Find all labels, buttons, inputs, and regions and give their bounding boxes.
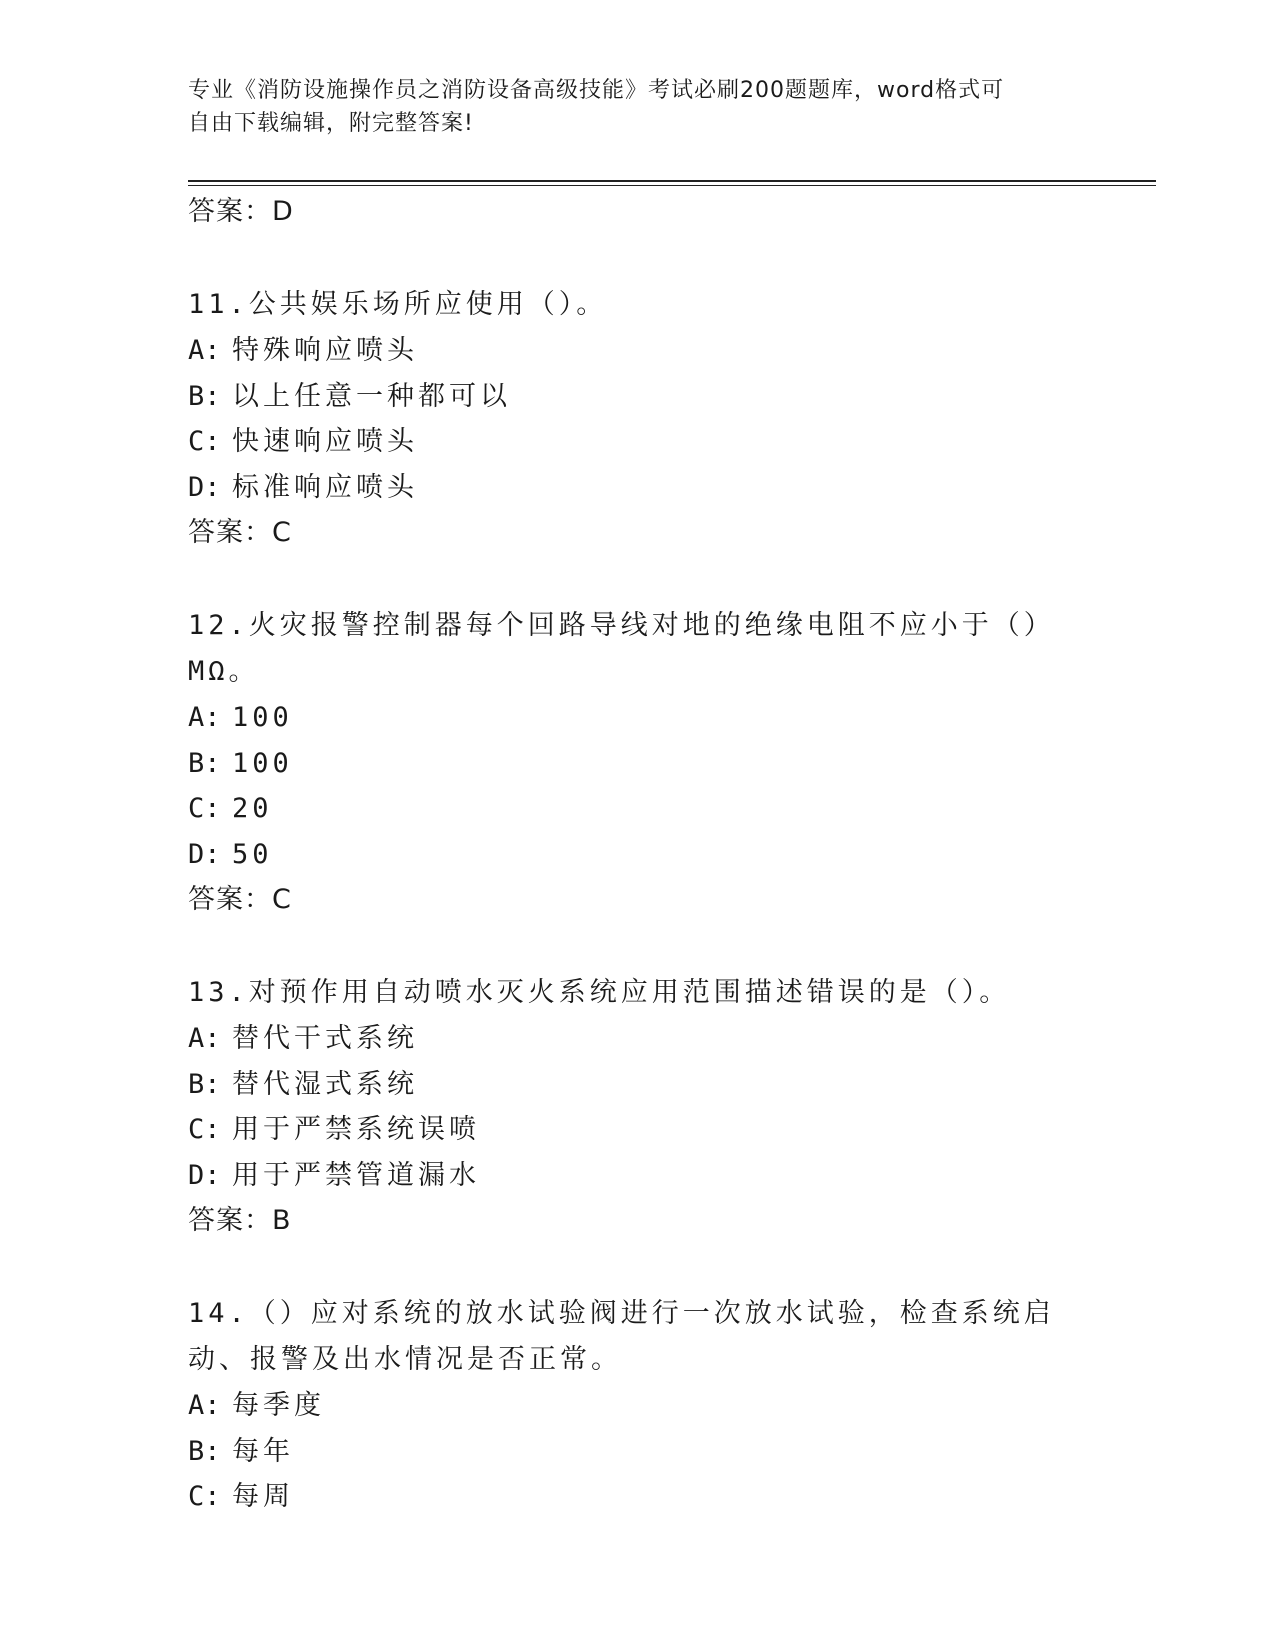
option-letter: B: [188, 1068, 221, 1100]
answer-line: 答案：D [188, 196, 294, 227]
option-text: 每季度 [232, 1390, 325, 1421]
option-text: 快速响应喷头 [232, 426, 418, 457]
header-line-2: 自由下载编辑，附完整答案! [188, 111, 474, 136]
question-item [188, 1291, 1088, 1520]
option-letter: C: [188, 1481, 221, 1512]
option-letter: A: [188, 1390, 221, 1421]
header-divider-thin [188, 185, 1156, 186]
option-a [188, 695, 1088, 741]
document-header [188, 74, 1088, 140]
option-letter: B: [188, 1435, 221, 1467]
option-a [188, 1016, 1088, 1062]
answer-line: 答案：B [188, 1205, 292, 1236]
option-letter: B: [188, 380, 221, 412]
option-letter: D: [188, 1159, 221, 1191]
header-line-1: 专业《消防设施操作员之消防设备高级技能》考试必刷200题题库，word格式可 [188, 78, 1005, 103]
option-text: 100 [232, 702, 293, 733]
option-b [188, 1429, 1088, 1475]
option-letter: A: [188, 335, 221, 366]
option-text: 特殊响应喷头 [232, 335, 418, 366]
question-stem: 14.（）应对系统的放水试验阀进行一次放水试验，检查系统启动、报警及出水情况是否正常。 [188, 1298, 1055, 1375]
answer-line: 答案：C [188, 517, 292, 548]
option-a [188, 1383, 1088, 1429]
option-b [188, 374, 1088, 420]
option-c [188, 1474, 1088, 1520]
option-b [188, 1062, 1088, 1108]
option-letter: B: [188, 747, 221, 779]
option-text: 20 [232, 793, 273, 824]
header-divider-thick [188, 180, 1156, 182]
question-stem: 13.对预作用自动喷水灭火系统应用范围描述错误的是（）。 [188, 977, 1011, 1008]
option-a [188, 328, 1088, 374]
question-stem: 12.火灾报警控制器每个回路导线对地的绝缘电阻不应小于（）MΩ。 [188, 610, 1055, 687]
answer-line: 答案：C [188, 884, 292, 915]
option-c [188, 1107, 1088, 1153]
option-text: 以上任意一种都可以 [232, 380, 511, 412]
option-text: 用于严禁管道漏水 [232, 1159, 480, 1191]
option-d [188, 1153, 1088, 1199]
option-c [188, 419, 1088, 465]
option-letter: C: [188, 1114, 221, 1145]
option-text: 50 [232, 838, 273, 870]
option-text: 用于严禁系统误喷 [232, 1114, 480, 1145]
option-letter: C: [188, 793, 221, 824]
question-item [188, 970, 1088, 1241]
option-letter: A: [188, 702, 221, 733]
option-d [188, 465, 1088, 511]
option-b [188, 741, 1088, 787]
option-text: 替代湿式系统 [232, 1068, 418, 1100]
question-list [188, 192, 1088, 1520]
question-item [188, 282, 1088, 553]
option-letter: C: [188, 426, 221, 457]
question-item [188, 603, 1088, 920]
option-text: 替代干式系统 [232, 1023, 418, 1054]
option-text: 每周 [232, 1481, 294, 1512]
option-text: 标准响应喷头 [232, 471, 418, 503]
question-stem: 11.公共娱乐场所应使用（）。 [188, 289, 608, 320]
option-c [188, 786, 1088, 832]
option-letter: A: [188, 1023, 221, 1054]
option-text: 每年 [232, 1435, 294, 1467]
option-letter: D: [188, 838, 221, 870]
option-d [188, 832, 1088, 878]
option-text: 100 [232, 747, 293, 779]
option-letter: D: [188, 471, 221, 503]
